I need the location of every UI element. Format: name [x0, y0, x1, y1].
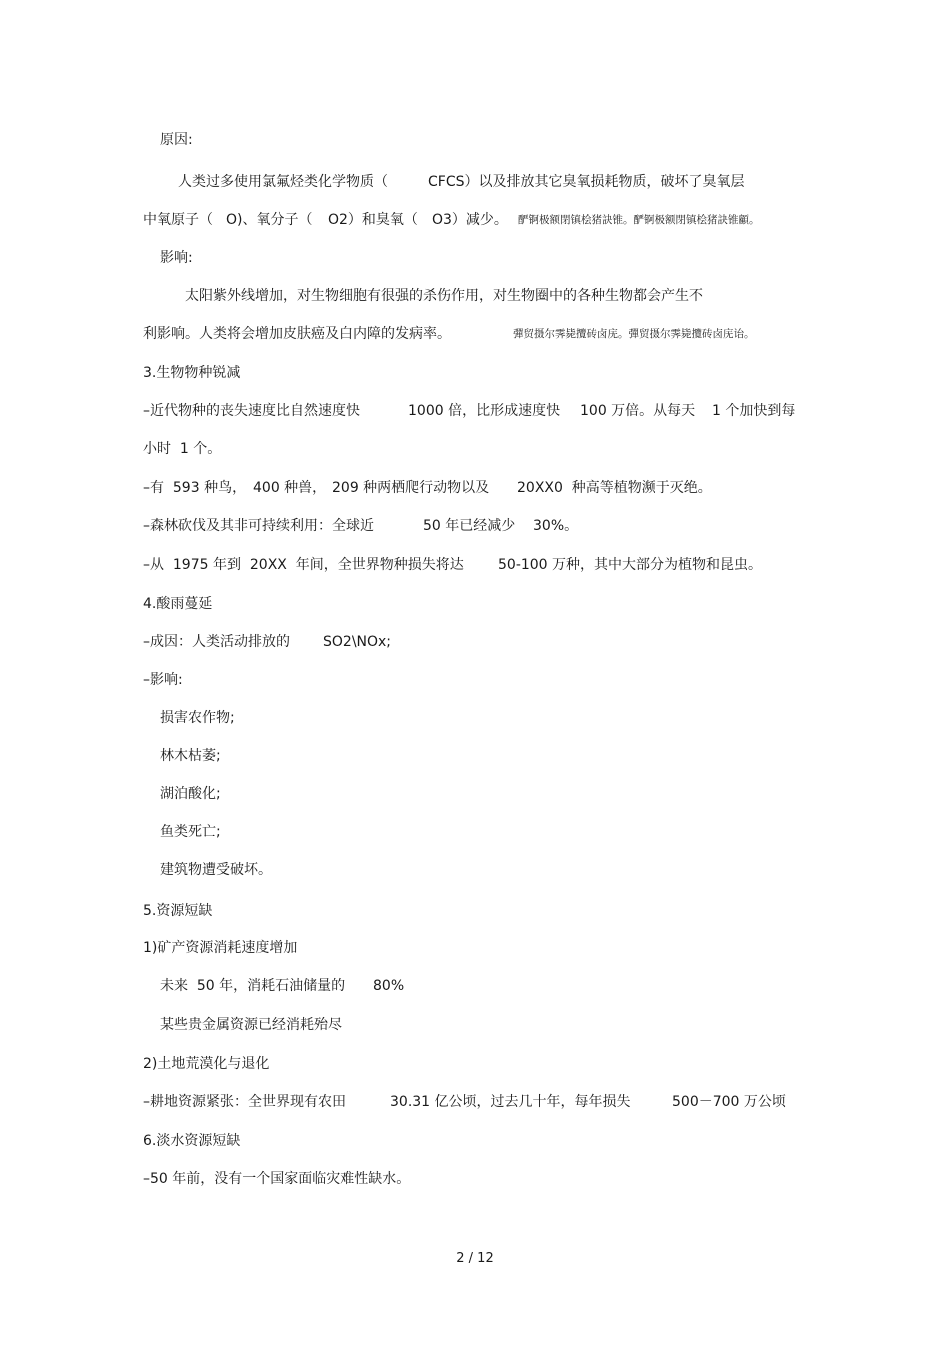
heading-cause [160, 130, 193, 190]
text-segment: 30%。 [533, 518, 579, 534]
text-segment: –从 1975 年到 20XX 年间，全世界物种损失将达 [143, 557, 464, 573]
text-segment: 2)土地荒漠化与退化 [143, 1056, 270, 1072]
text-segment: 50 年已经减少 [423, 518, 516, 534]
text-segment: 5.资源短缺 [143, 903, 213, 919]
text-segment: 小时 1 个。 [143, 441, 222, 457]
text-segment: 人类过多使用氯氟烃类化学物质（ [178, 174, 388, 190]
text-segment: O2）和臭氧（ [328, 212, 418, 228]
paragraph-line [143, 670, 183, 730]
text-segment: –有 593 种鸟， [143, 480, 247, 496]
text-segment: 100 万倍。从每天 [580, 403, 696, 419]
text-segment: 1)矿产资源消耗速度增加 [143, 940, 298, 956]
garbled-watermark-text: 彈贸摄尔霁毙攬砖卤庑。彈贸摄尔霁毙攬砖卤庑诒。 [513, 328, 755, 340]
text-segment: 建筑物遭受破坏。 [160, 862, 272, 878]
text-segment: 500－700 万公顷 [672, 1094, 786, 1110]
text-segment: 400 种兽， [253, 480, 327, 496]
text-segment: –近代物种的丧失速度比自然速度快 [143, 403, 360, 419]
text-segment: 鱼类死亡; [160, 824, 221, 840]
text-segment: 6.淡水资源短缺 [143, 1133, 241, 1149]
text-segment: 损害农作物; [160, 710, 235, 726]
text-segment: 中氧原子（ [143, 212, 213, 228]
text-segment: 209 种两栖爬行动物以及 [332, 480, 490, 496]
text-segment: 1 个加快到每 [712, 403, 796, 419]
text-segment: 未来 50 年，消耗石油储量的 [160, 978, 346, 994]
text-segment: 利影响。人类将会增加皮肤癌及白内障的发病率。 [143, 326, 451, 342]
text-segment: 原因: [160, 132, 193, 148]
text-segment: 50-100 万种，其中大部分为植物和昆虫。 [498, 557, 763, 573]
text-segment: 3.生物物种锐减 [143, 365, 241, 381]
text-segment: 影响: [160, 250, 193, 266]
text-segment: –耕地资源紧张：全世界现有农田 [143, 1094, 346, 1110]
text-segment: –50 年前，没有一个国家面临灾难性缺水。 [143, 1171, 411, 1187]
text-segment: 太阳紫外线增加，对生物细胞有很强的杀伤作用，对生物圈中的各种生物都会产生不 [185, 288, 703, 304]
text-segment: 30.31 亿公顷，过去几十年，每年损失 [390, 1094, 631, 1110]
text-segment: 80% [373, 978, 405, 994]
page-number: 2 / 12 [456, 1251, 494, 1266]
text-segment: –影响: [143, 672, 183, 688]
text-segment: 某些贵金属资源已经消耗殆尽 [160, 1017, 342, 1033]
text-segment: CFCS）以及排放其它臭氧损耗物质，破坏了臭氧层 [428, 174, 745, 190]
text-segment: 湖泊酸化; [160, 786, 221, 802]
text-segment: O)、氧分子（ [226, 212, 313, 228]
garbled-watermark-text: 酽锕极额閉镇桧猪訣锥。酽锕极额閉镇桧猪訣锥顧。 [518, 214, 760, 226]
text-segment: 1000 倍，比形成速度快 [408, 403, 561, 419]
text-segment: –成因：人类活动排放的 [143, 634, 290, 650]
heading-impact [160, 248, 193, 308]
text-segment: 20XX0 种高等植物濒于灭绝。 [517, 480, 712, 496]
text-segment: 林木枯萎; [160, 748, 221, 764]
text-segment: O3）减少。 [432, 212, 508, 228]
paragraph-line [143, 1169, 411, 1229]
text-segment: –森林砍伐及其非可持续利用：全球近 [143, 518, 374, 534]
text-segment: SO2\NOx; [323, 634, 392, 650]
text-segment: 4.酸雨蔓延 [143, 596, 213, 612]
